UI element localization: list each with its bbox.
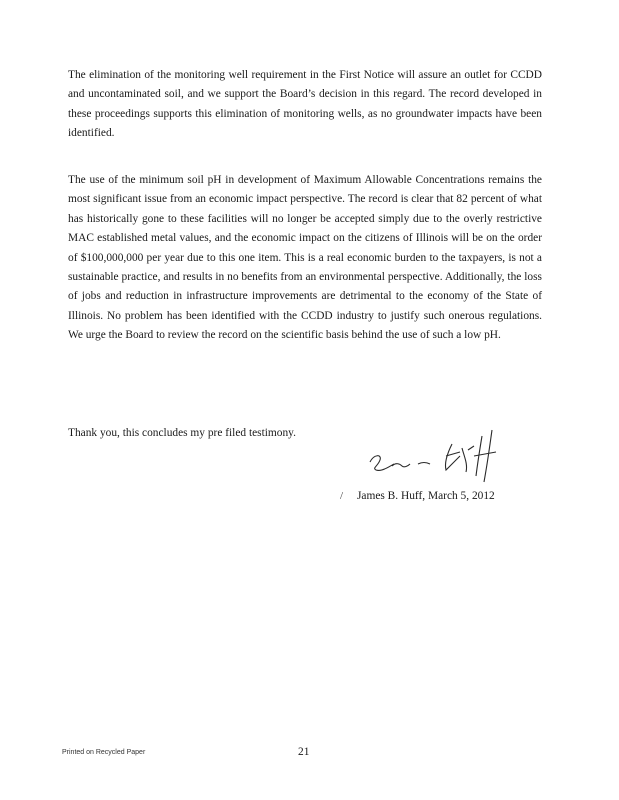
paragraph-closing: Thank you, this concludes my pre filed testimony. (68, 427, 296, 439)
paragraph-monitoring-wells: The elimination of the monitoring well requirement in the First Notice will assure an outlet for CCDD and uncontaminated soil, and we support the Board’s decision in this regard. The record developed in these proceedings supports this elimination of monitoring wells, as no groundwater impacts have been identified. (68, 69, 542, 140)
recycled-paper-note: Printed on Recycled Paper (62, 749, 146, 756)
page-number: 21 (298, 746, 310, 758)
signature-mark: / (340, 490, 344, 502)
handwritten-signature (364, 426, 534, 486)
paragraph-soil-ph: The use of the minimum soil pH in development of Maximum Allowable Concentrations remains the most significant issue from an economic impact perspective. The record is clear that 82 percent of what has historically gone to these facilities will no longer be accepted simply due to the overly restrictive MAC established metal values, and the economic impact on the citizens of Illinois will be on the order of $100,000,000 per year due to this one item. This is a real economic burden to the taxpayers, is not a sustainable practice, and results in no benefits from an environmental perspective. Additionally, the loss of jobs and reduction in infrastructure improvements are detrimental to the economy of the State of Illinois. No problem has been identified with the CCDD industry to justify such onerous regulations. We urge the Board to review the record on the scientific basis behind the use of such a low pH. (68, 174, 542, 342)
signature-name-date: James B. Huff, March 5, 2012 (357, 490, 495, 502)
